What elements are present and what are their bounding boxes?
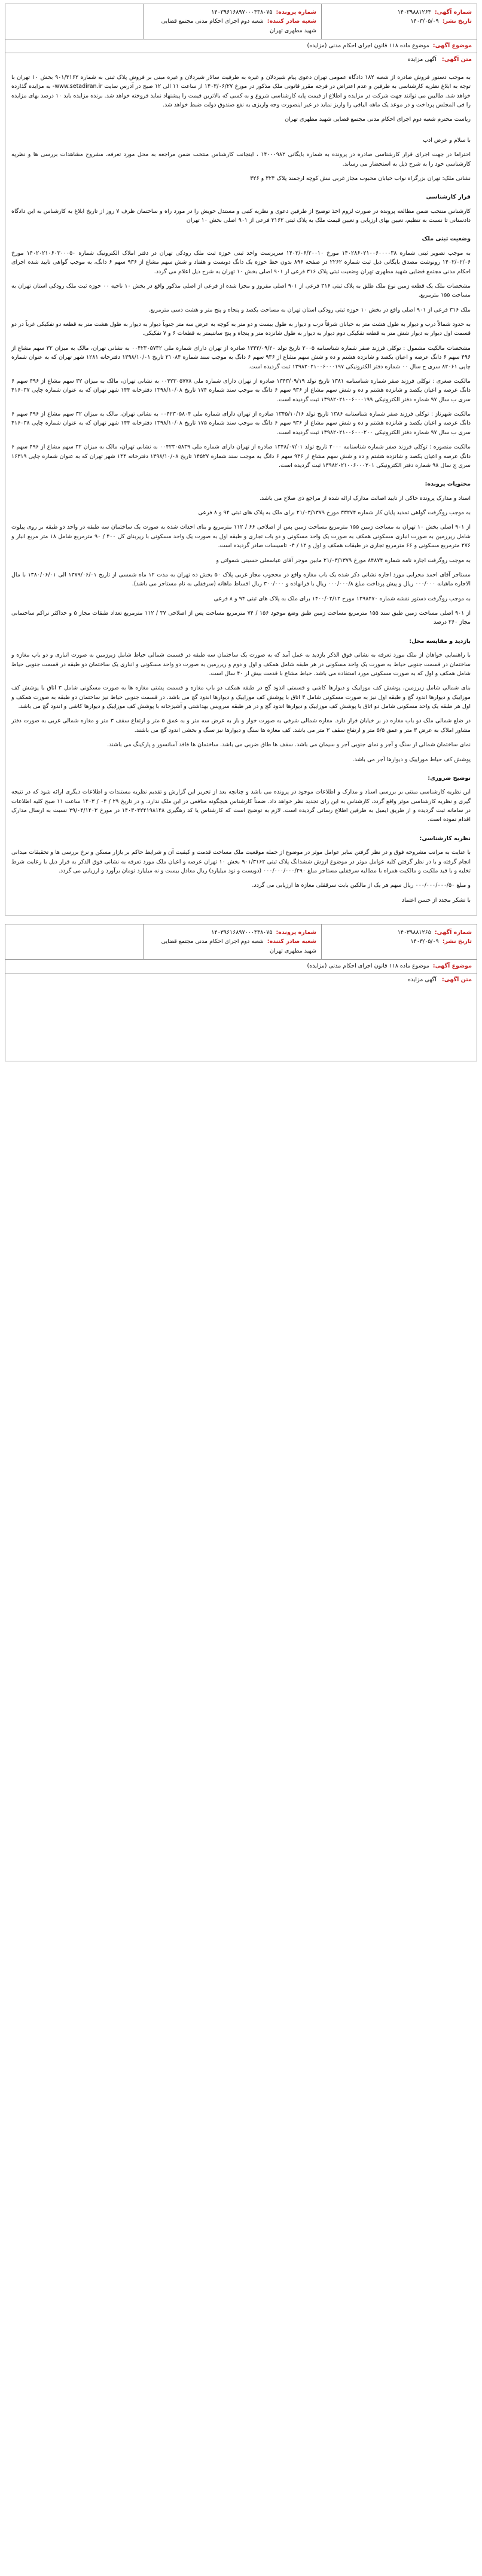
order-paragraph: کارشناس منتخب ضمن مطالعه پرونده در صورت لزوم اخذ توضیح از طرفین دعوی و نظریه کتبی و مستدل خویش را در مورد راه و ساختمان ظرف ۷ روز از تاریخ ابلاغ به کارشناس به این دادگاه دادستانی تا نسبت به تنظیم، تعیین بهای ارزیابی و تعیین قیمت ملک به پلاک ثبتی ۳۱۶۲ فرعی از ۹۰۱ اصلی بخش ۱۰ تهران: [11, 207, 471, 224]
notice-card-2: [5, 924, 477, 1061]
notice-header: [5, 4, 477, 39]
owner-paragraph-4: مالکیت منصوره : توکلی فرزند صفر شماره شناسنامه ۲۰۰۰ تاریخ تولد ۱۳۴۸/۰۷/۰۱ صادره از تهران دارای شماره ملی ۰۰۴۲۳۰۵۸۳۹ به نشانی تهران، مالک به میزان ۳۲ سهم مشاع از ۴۹۶ سهم ۶ دانگ عرصه و اعیان یکصد و شانزده هشتم و ده و شش سهم مشاع از ۹۳۶ سهم ۶ دانگ به موجب سند شماره ۱۴۵۲۷ تاریخ ۱۳۹۸/۱۰/۰۸ دفترخانه ۱۴۴ شهر تهران که به عنوان شماره چاپی ۱۶۳۱۹ سری ج سال ۹۸ شماره دفتر الکترونیکی ۱۳۹۸۲۰۲۱۰۰۶۰۰۰۲۰۱ ثبت گردیده است.: [11, 444, 471, 469]
publish-date-2: ۱۴۰۳/۰۵/۰۹: [410, 938, 439, 945]
docs-paragraph-3: به موجب روگرفت اجاره نامه شماره ۸۴۸۷۴ مورخ ۲۱/۰۳/۱۳۷۹ مابین موجر آقای عباسعلی حسینی شمواتی و: [216, 557, 471, 564]
visit-title: بازدید و مقایسه محل:: [409, 637, 471, 645]
docs-paragraph-1: به موجب روگرفت گواهی تمدید پایان کار شماره ۳۳۲۷۴ مورخ ۲۱/۰۳/۱۳۷۹ برای ملک به پلاک های ثبتی ۹۴ و ۸ فرعی: [198, 509, 471, 516]
notice-header-2: [5, 924, 477, 960]
address-line: نشانی ملک: تهران بزرگراه نواب خیابان محبوب مجاز غربی نبش کوچه ارجمند پلاک ۳۲۴ و ۳۲۶: [250, 175, 471, 182]
expert-thanks: با تشکر مجدد از حسن اعتماد: [401, 896, 471, 904]
status-paragraph-4: به حدود شمالاً درب و دیوار به طول هشت متر به خیابان شرقاً درب و دیوار به طول بیست و دو متر به کوچه به عرض سه متر جنوباً دیوار به دیوار به طول هشت متر به قطعه دو تفکیکی غرباً در دو قسمت اول دیوار به دیوار شش متر به قطعه تفکیکی دوم دیوار به دیوار به طول شانزده متر و پنجاه و پنج سانتیمتر به قطعات ۶ و ۷ تفکیکی.: [11, 321, 471, 337]
type-label: متن آگهی:: [441, 56, 472, 63]
visit-paragraph-5: پوشش کف حیاط موزاییک و دیوارها آجر می باشد.: [352, 756, 471, 763]
type-label-2: متن آگهی:: [441, 976, 472, 983]
opinion-title: نظریه کارشناسی:: [419, 835, 471, 842]
publish-date: ۱۴۰۳/۰۵/۰۹: [410, 18, 439, 25]
case-number-2: ۱۴۰۳۹۶۱۶۸۹۷۰۰۰۴۳۸۰۷۵: [211, 929, 273, 936]
notice-number-label-2: شماره آگهی:: [434, 929, 472, 936]
docs-paragraph-2: از ۹۰۱ اصلی بخش ۱۰ تهران به مساحت زمین ۱۵۵ مترمربع مساحت زمین پس از اصلاحی ۶۶ / ۱۱۲ مترمربع و بنای احداث شده به صورت یک ساختمان سه طبقه در واحد دو طبقه بر روی پیلوت شامل زیرزمین به صورت انباری مسکونی همکف به صورت یک واحد مسکونی و دو باب تجاری و طبقه اول به صورت یک واحد مسکونی با زیربنای کل ۴۰۰ / ۹۰ مترمربع شامل ۱۸ متر مربع انبار و ۲۷۶ مترمربع مسکونی و ۶۶ مترمربع تجاری در طبقات همکف و اول و ۱۲ / ۰۴ تاسیسات صادر گردیده است.: [11, 524, 471, 550]
signature-line: ریاست محترم شعبه دوم اجرای احکام مدنی مجتمع قضایی شهید مطهری تهران: [285, 116, 471, 123]
status-paragraph-2: مشخصات ملک یک قطعه زمین نوع ملک طلق به پلاک ثبتی ۳۱۶ فرعی از ۹۰۱ اصلی مفروز و مجزا شده از فرعی از اصلی مذکور واقع در بخش ۱۰ ناحیه ۰۰ حوزه ثبت ملک رودکی استان تهران به مساحت ۱۵۵ مترمربع.: [11, 282, 471, 299]
notice-id-block: [321, 4, 477, 39]
subject-label-2: موضوع آگهی:: [432, 963, 472, 970]
opinion-paragraph: با عنایت به مراتب مشروحه فوق و در نظر گرفتن سایر عوامل موثر در موضوع از جمله موقعیت ملک مساحت قدمت و کیفیت آن و شرایط حاکم بر بازار مسکن و نرخ بررسی ها و تحقیقات میدانی انجام گرفته و با در نظر گرفتن کلیه عوامل موثر در موضوع ارزش ششدانگ پلاک ثبتی ۹۰۱/۳۱۶۲ بخش ۱۰ تهران عرصه و اعیان ملک مورد تعرفه به نشانی فوق الذکر به قرار ذیل با رعایت شرط تخلیه و با قید ملکیت و مالکیت همراه با مطالبه سرقفلی مستاجر مبلغ ۰۰۰/۰۰۰/۰۰۰/۲۹۰ (دویست و نود میلیارد) ریال معادل بیست و نه میلیارد تومان برآورد و ارزیابی می گردد.: [11, 849, 471, 874]
appointment-paragraph: احتراما در جهت اجرای قرار کارشناسی صادره در پرونده به شماره بایگانی ۱۴۰۰۰۹۸۲ ، اینجانب کارشناس منتخب ضمن مراجعه به محل مورد تعرفه، مشروح مشاهدات بررسی ها و نظریه کارشناسی خود را به شرح ذیل به استحضار می رساند.: [11, 151, 471, 167]
docs-paragraph-5: به موجب روگرفت دستور نقشه شماره ۱۲۹۸۴۷۰ مورخ ۱۴۰۰/۰۲/۱۲ برای ملک به پلاک های ثبتی ۹۴ و ۸ فرعی: [213, 595, 471, 602]
status-title: وضعیت ثبتی ملک: [422, 236, 471, 243]
owner-paragraph-1: مشخصات مالکیت مشمول : توکلی فرزند صفر شماره شناسنامه ۲۰۰۵ تاریخ تولد ۱۳۴۲/۰۹/۲۰ صادره از تهران دارای شماره ملی ۰۰۴۲۳۰۵۷۳۲ به نشانی تهران، مالک به میزان ۳۲ سهم مشاع از ۴۹۶ سهم ۶ دانگ عرصه و اعیان یکصد و شانزده هشتم و ده و شش سهم مشاع از ۹۳۶ سهم ۶ دانگ به موجب سند شماره ۲۱۰۸۴ تاریخ ۱۳۹۸/۱۰/۰۱ دفترخانه ۱۲۸۱ شهر تهران که به عنوان شماره چاپی ۸۲۰۶۱ سری ج سال ۰۰ شماره دفتر الکترونیکی ۱۳۹۸۲۰۲۱۰۰۶۰۰۰۱۹۷ ثبت گردیده است.: [11, 344, 471, 370]
status-paragraph-3: ملک ۳۱۶ فرعی از ۹۰۱ اصلی واقع در بخش ۱۰ حوزه ثبتی رودکی استان تهران به مساحت یکصد و پنجاه و پنج متر و هشت دسی مترمربع.: [148, 306, 471, 313]
court-name: شعبه دوم اجرای احکام مدنی مجتمع قضایی شهید مطهری تهران: [161, 18, 316, 34]
subject-row-2: [5, 960, 477, 973]
docs-paragraph-6: از ۹۰۱ اصلی مساحت زمین طبق سند ۱۵۵ مترمربع مساحت زمین طبق وضع موجود ۱۵۶ / ۷۴ مترمربع مساحت پس از اصلاحی ۳۷ / ۱۱۲ مترمربع تعداد طبقات مجاز ۵ و حداکثر تراکم ساختمانی مجاز ۲۶۰ درصد: [11, 610, 471, 626]
publish-date-label-2: تاریخ نشر:: [442, 938, 472, 945]
explain-title: توضیح ضروری:: [428, 774, 471, 782]
case-block-2: [143, 924, 321, 959]
court-label: شعبه صادر کننده:: [267, 18, 316, 25]
case-number-label-2: شماره پرونده:: [276, 929, 316, 936]
docs-intro: اسناد و مدارک پرونده حاکی از تایید اصالت مدارک ارائه شده از مراجع ذی صلاح می باشد.: [259, 495, 471, 502]
subject-row: [5, 39, 477, 53]
subject-text: موضوع ماده ۱۱۸ قانون اجرای احکام مدنی (مزایده): [307, 42, 429, 50]
visit-paragraph-1: با راهنمایی خواهان از ملک مورد تعرفه به نشانی فوق الذکر بازدید به عمل آمد که به صورت یک ساختمان سه طبقه در قسمت شمالی حیاط شامل زیرزمین به صورت انباری و دو باب مغازه و ساختمان در قسمت جنوبی حیاط به صورت یک واحد مسکونی در هر طبقه شامل همکف و اول و دوم و زیرزمین به صورت دو واحد مسکونی و انباری یک ساختمان دو طبقه در قسمت جنوبی حیاط شامل همکف و اول که به صورت مسکونی مورد استفاده می باشد. حیاط مشاع با قدمت بیش از ۴۰ سال است.: [11, 652, 471, 677]
notice-id-block-2: [321, 924, 477, 959]
subject-label: موضوع آگهی:: [432, 42, 472, 50]
type-row-2: [5, 973, 477, 986]
closing-paragraph: و مبلغ ۰۰۰/۰۰۰/۰۰۰/۵۰ ریال سهم هر یک از مالکین بابت سرقفلی مغازه ها ارزیابی می گردد.: [252, 882, 471, 889]
case-number-label: شماره پرونده:: [276, 9, 316, 16]
header-spacer: [5, 4, 143, 39]
case-number: ۱۴۰۳۹۶۱۶۸۹۷۰۰۰۴۳۸۰۷۵: [211, 9, 273, 16]
visit-paragraph-2: بنای شمالی شامل زیرزمین، پوشش کف موزاییک و دیوارها کاشی و قسمتی اندود گچ در طبقه همکف دو باب مغازه و قسمت پشتی مغازه ها به صورت مسکونی شامل ۳ اتاق با پوشش کف موزاییک و دیوارها اندود گچ و طبقه اول نیز به صورت مسکونی شامل ۳ اتاق با پوشش کف موزاییک و دیوارها اندود گچ می باشد. در قسمت جنوبی حیاط نیز ساختمان دو طبقه به صورت همکف و اول هر طبقه یک واحد مسکونی شامل دو اتاق با پوشش کف موزاییک و دیوارها اندود گچ و در هر طبقه سرویس بهداشتی و آشپزخانه با پوشش کف موزاییک و دیوارها کاشی و اندود گچ می باشد.: [11, 685, 471, 710]
notice-number: ۱۴۰۳۹۸۸۱۲۶۴: [397, 9, 431, 16]
owner-paragraph-2: مالکیت صغری : توکلی فرزند صفر شماره شناسنامه ۱۳۸۱ تاریخ تولد ۱۳۴۳/۰۹/۱۹ صادره از تهران دارای شماره ملی ۰۰۴۲۳۰۵۷۷۸ به نشانی تهران، مالک به میزان ۳۲ سهم مشاع از ۴۹۶ سهم ۶ دانگ عرصه و اعیان یکصد و شانزده هشتم و ده و شش سهم مشاع از ۹۳۶ سهم ۶ دانگ به موجب سند شماره ۱۷۴ تاریخ ۱۳۹۸/۱۰/۰۸ دفترخانه ۱۴۴ شهر تهران که به عنوان شماره چاپی ۴۱۶۰۳۷ سری ب سال ۹۷ شماره دفتر الکترونیکی ۱۳۹۸۲۰۲۱۰۰۶۰۰۰۱۹۹ ثبت گردیده است.: [11, 377, 471, 403]
order-title: قرار کارشناسی: [426, 194, 471, 201]
subject-text-2: موضوع ماده ۱۱۸ قانون اجرای احکام مدنی (مزایده): [307, 963, 429, 970]
explain-paragraph: این نظریه کارشناسی مبتنی بر بررسی اسناد و مدارک و اطلاعات موجود در پرونده می باشد و چنانچه بعد از تحریر این گزارش و تقدیم نظریه مستندات و اطلاعات دیگری ارائه شود که در نتیجه گیری و نظریه کارشناسی موثر واقع گردد، کارشناس به این رای تجدید نظر خواهد داد. ضمناً کارشناس هیچگونه منافعی در این ملک ندارد. و در تاریخ ۲۹ / ۰۴ / ۱۴۰۳ ساعت ۱۱ صبح کلیه اطلاعات در سامانه ثبت گردیده و از طریق ایمیل به طرفین اطلاع رسانی گردیده است. لازم به توضیح است که کارشناس یا کد رهگیری ۱۴۰۳۰۴۲۴۱۹۸۱۴۸ در مورخ ۲۹/۰۴/۱۴۰۳ نسبت به ارسال مدارک اقدام نموده است.: [11, 789, 471, 823]
type-row: [5, 53, 477, 66]
court-name-2: شعبه دوم اجرای احکام مدنی مجتمع قضایی شهید مطهری تهران: [161, 938, 316, 954]
intro-paragraph: به موجب دستور فروش صادره از شعبه ۱۸۲ دادگاه عمومی تهران دعوی پیام شیردلان و غیره به طرفیت سالار شیردلان و غیره مبنی بر فروش پلاک ثبتی به شماره ۹۰۱/۳۱۶۲ بخش ۱۰ تهران با توجه به ابلاغ نظریه کارشناسی به طرفین و عدم اعتراض در فرجه مقرر قانونی ملک مذکور در مورخ ۱۴۰۳/۰۶/۲۷ از ساعت ۱۱ الی ۱۲ صبح در آدرس سایت www.setadiran.ir- به مزایده گذارده خواهد شد. طالبین می توانند جهت شرکت در مزایده و اطلاع از قیمت پایه کارشناسی شروع و به کسی که بالاترین قیمت را پیشنهاد نماید فروخته خواهد شد. برنده مزایده باید ۱۰ درصد بهای مزایده را فی المجلس پرداخت و در موعد یک ماهه الباقی را واریز نماید در غیر اینصورت وجه واریزی به نفع صندوق دولت ضبط خواهد شد.: [11, 74, 471, 108]
notice-card: [5, 4, 477, 915]
publish-date-label: تاریخ نشر:: [442, 18, 472, 25]
docs-title: محتویات پرونده:: [425, 481, 471, 488]
type-text-2: آگهی مزایده: [407, 976, 437, 983]
greeting: با سلام و عرض ادب: [423, 136, 471, 144]
type-text: آگهی مزایده: [407, 56, 437, 63]
court-label-2: شعبه صادر کننده:: [267, 938, 316, 945]
docs-paragraph-4: مستاجر آقای احمد محرابی مورد اجاره نشانی ذکر شده یک باب مغازه واقع در محجوب مجاز غربی پلاک ۵۰ بخش ده تهران به مدت ۱۲ ماه شمسی از تاریخ ۱۳۷۹/۰۶/۰۱ الی ۱۳۸۰/۰۶/۰۱ با مال الاجاره ماهیانه ۰۰۰/۰۰۰ ریال و پیش پرداخت مبلغ ۰۰۰/۰۰۰/۸ ریال با فرانهاده و ۳۰۰/۰۰۰ ریال اقساط ماهانه (سرقفلی به نام مستاجر می باشد).: [11, 571, 471, 588]
header-spacer-2: [5, 924, 143, 959]
status-paragraph-1: به موجب تصویر ثبتی شماره ۱۴۰۲۸۶۰۲۱۰۰۶۰۰۰۰۳۸ مورخ ۱۴۰۲/۰۶/۲۰۰۱۰ سرپرست واحد ثبتی حوزه ثبت ملک رودکی تهران در دفتر املاک الکترونیک شماره ۱۴۰۲۰۲۱۰۶۰۳۰۰۰۵۰ مورخ ۱۴۰۲/۰۲/۰۶ رونوشت مصدق بایگانی ذیل ثبت شماره ۲۲۶۲ در صفحه ۸۹۶ بدون خط حوزه یک دانگ دویست و هفتاد و شش سهم مشاع از ۹۳۶ سهم ۶ دانگ، به موجب گواهی تایید شده اجرای احکام مدنی مجتمع قضایی شهید مطهری تهران وضعیت ثبتی پلاک ۳۱۶ فرعی از ۹۰۱ اصلی بخش ۱۰ تهران به شرح ذیل اعلام می گردد.: [11, 249, 471, 275]
case-block: [143, 4, 321, 39]
owner-paragraph-3: مالکیت شهرناز : توکلی فرزند صفر شماره شناسنامه ۱۳۸۶ تاریخ تولد ۱۳۴۵/۱۰/۱۶ صادره از تهران دارای شماره ملی ۰۰۴۲۳۰۵۸۰۴ به نشانی تهران، مالک به میزان ۳۲ سهم مشاع از ۴۹۶ سهم ۶ دانگ عرصه و اعیان یکصد و شانزده هشتم و ده و شش سهم مشاع از ۹۳۶ سهم ۶ دانگ به موجب سند شماره ۱۷۵ تاریخ ۱۳۹۸/۱۰/۰۸ دفترخانه ۱۴۴ شهر تهران که به عنوان شماره چاپی ۴۱۶۰۳۸ سری ب سال ۹۷ شماره دفتر الکترونیکی ۱۳۹۸۲۰۲۱۰۰۶۰۰۰۲۰۰ ثبت گردیده است.: [11, 411, 471, 436]
visit-paragraph-4: نمای ساختمان شمالی از سنگ و آجر و نمای جنوبی آجر و سیمان می باشد. سقف ها طاق ضربی می باشد. ساختمان ها فاقد آسانسور و پارکینگ می باشند.: [107, 741, 471, 749]
visit-paragraph-3: در ضلع شمالی ملک دو باب مغازه در بر خیابان قرار دارد. مغازه شمالی شرقی به صورت خوار و بار به عرض سه متر و به عمق ۵ متر و ارتفاع سقف ۳ متر و مغازه شمالی غربی به صورت دفتر مشاور املاک به عرض ۳ متر و عمق ۵/۵ متر و ارتفاع سقف ۳ متر می باشد. کف مغازه ها سنگ و دیوارها نیز سنگ و بخشی اندود گچ می باشند.: [11, 718, 471, 734]
notice-number-label: شماره آگهی:: [434, 9, 472, 16]
notice-body: [5, 66, 477, 915]
notice-number-2: ۱۴۰۳۹۸۸۱۲۶۵: [397, 929, 431, 936]
